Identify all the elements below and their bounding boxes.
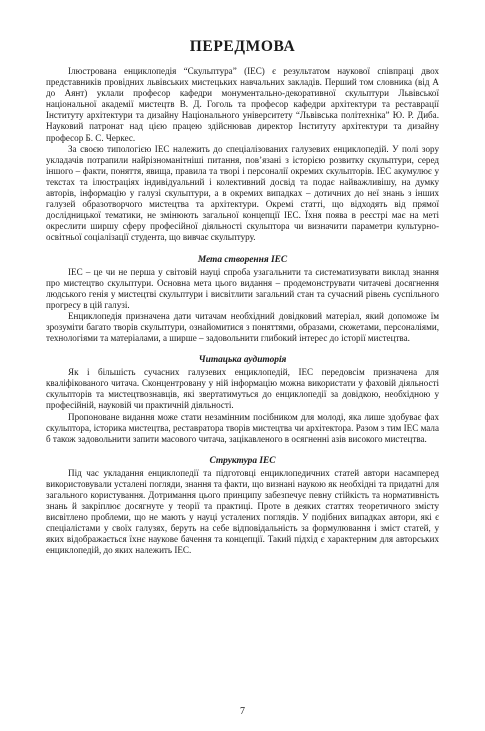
page-title: ПЕРЕДМОВА: [189, 38, 296, 55]
section-purpose: [46, 255, 439, 345]
intro-paragraph: За своєю типологією ІЕС належить до спеціалізованих галузевих енциклопедій. У полі зору укладачів потрапили найрізноманітніші питання, пов’язані з історією розвитку скульптури, серед іншого – факти, поняття, явища, правила та творі і персоналії окремих скульпторів. ІЕС акумулює у текстах та ілюстраціях індивідуальний і колективний досвід та подає найважливішу, на думку авторів, інформацію у галузі скульптури, а в окремих випадках – дотичних до неї знань з інших галузей образотворчого мистецтва та архітектури. Окремі статті, що відходять від прямої дослідницької тематики, не змінюють загальної концепції ІЕС. Їхня поява в реєстрі має на меті окреслити ширшу сферу професійної діяльності скульптора чи визначити параметри культурно-освітньої соціалізації студента, що вивчає скульптуру.: [46, 143, 439, 243]
intro-block: [46, 66, 439, 244]
section-structure: [46, 456, 439, 557]
section-audience: [46, 355, 439, 445]
section-paragraph: Як і більшість сучасних галузевих енциклопедій, ІЕС передовсім призначена для кваліфікованого читача. Сконцентровану у ній інформацію можна використати у фаховій діяльності скульпторів та мистецтвознавців, які звертатимуться до енциклопедії за довідкою, необхідною у професійній, науковій чи практичній діяльності.: [46, 367, 439, 411]
section-paragraph: Під час укладання енциклопедії та підготовці енциклопедичних статей автори насамперед використовували усталені погляди, знання та факти, що визнані наукою як необхідні та придатні для загального користування. Дотримання цього принципу забезпечує певну стійкість та нормативність знань й закріплює досягнуте у теорії та практиці. Проте в деяких статтях теоретичного змісту висвітлено проблеми, що не мають у науці усталених поглядів. У подібних випадках автори, які є спеціалістами у своїх галузях, беруть на себе відповідальність за формулювання і зміст статей, у яких відображається їхнє наукове бачення та концепції. Такий підхід є характерним для авторських енциклопедій, до яких належить ІЕС.: [46, 467, 439, 556]
section-heading: Структура ІЕС: [209, 455, 276, 466]
section-paragraph: ІЕС – це чи не перша у світовій науці спроба узагальнити та систематизувати виклад знання про мистецтво скульптури. Основна мета цього видання – продемонструвати читачеві досягнення людського генія у мистецтві скульптури і висвітлити загальний стан та сучасний рівень суспільного прогресу в цій галузі.: [46, 266, 439, 310]
section-paragraph: Пропоноване видання може стати незамінним посібником для молоді, яка лише здобуває фах скульптора, історика мистецтва, реставратора творів мистецтва чи архітектора. Разом з тим ІЕС мала б також задовольнити запити масового читача, зацікавленого в осягненні азів високого мистецтва.: [46, 411, 439, 444]
page-number: 7: [240, 706, 245, 717]
section-paragraph: Енциклопедія призначена дати читачам необхідний довідковий матеріал, який допоможе їм зрозуміти багато творів скульптури, ознайомитися з поняттями, образами, сюжетами, персоналіями, технологіями та матеріалами, а ширше – задовольнити глибокий інтерес до історії мистецтва.: [46, 310, 439, 344]
section-heading: Мета створення ІЕС: [197, 254, 288, 265]
section-heading: Читацька аудиторія: [198, 355, 287, 366]
intro-paragraph: Ілюстрована енциклопедія “Скульптура” (ІЕС) є результатом наукової співпраці двох представників провідних львівських мистецьких навчальних закладів. Перший том словника (від А до Аянт) уклали професор кафедри монументально-декоративної скульптури Львівської національної академії мистецтв В. Д. Гоголь та професор кафедри архітектури та реставрації Інституту архітектури та дизайну Національного університету “Львівська політехніка” Ю. Р. Диба. Науковий патронат над цією працею здійснював директор Інституту архітектури та дизайну професор Б. С. Черкес.: [46, 66, 439, 143]
